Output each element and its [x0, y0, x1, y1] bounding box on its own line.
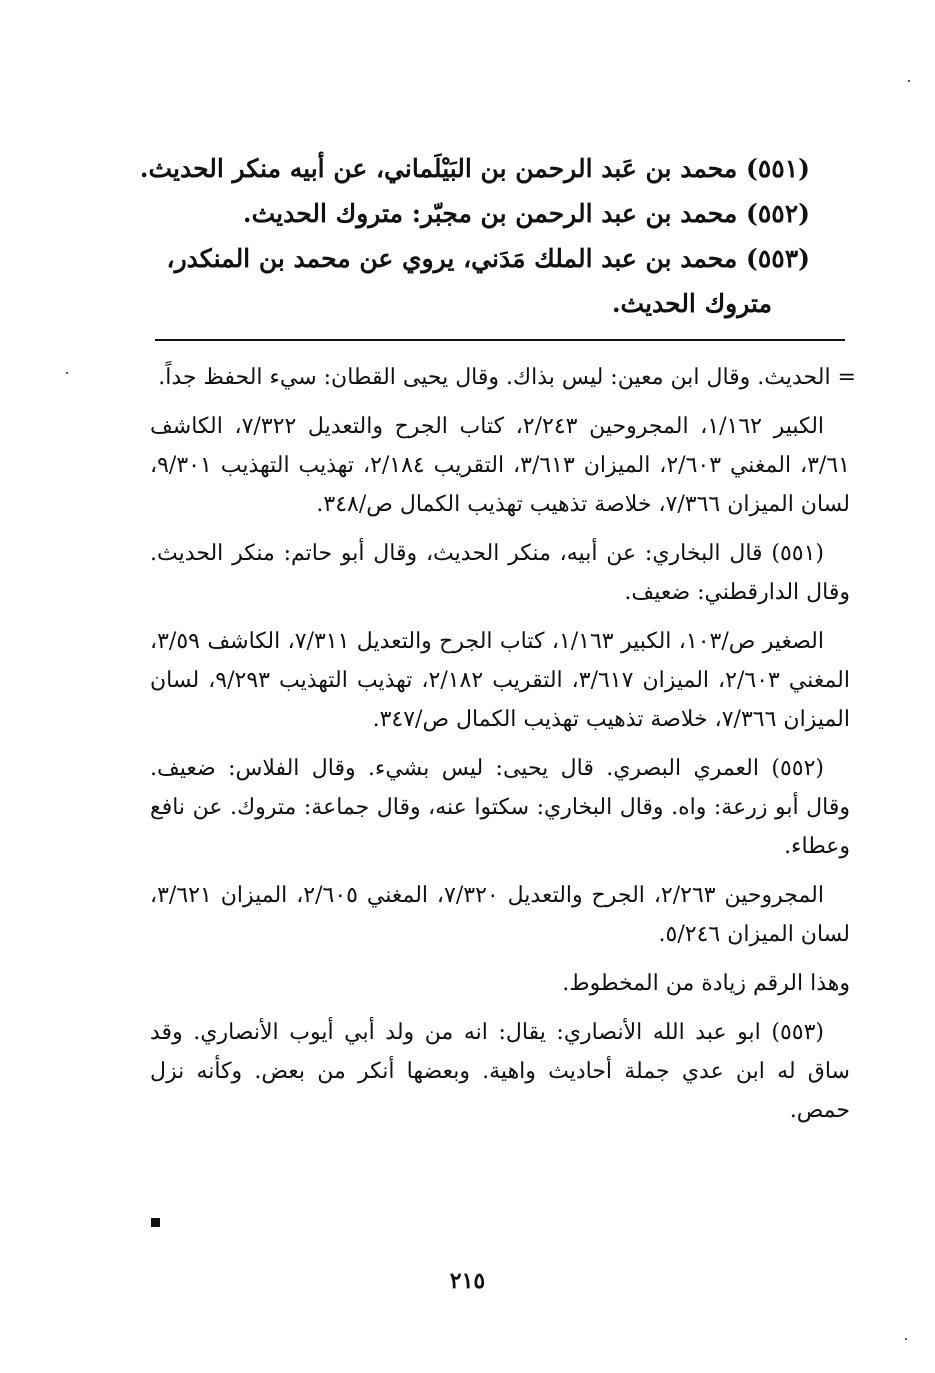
end-of-notes-mark: [151, 1218, 160, 1227]
footnote-552: (٥٥٢) العمري البصري. قال يحيى: ليس بشيء. وقال الفلاس: ضعيف. وقال أبو زرعة: واه. وقال البخاري: سكتوا عنه، وقال جماعة: متروك. عن نافع وعطاء.: [150, 756, 850, 859]
footnote-manuscript-note: وهذا الرقم زيادة من المخطوط.: [562, 971, 850, 996]
entry-553-text: (٥٥٣) محمد بن عبد الملك مَدَني، يروي عن محمد بن المنكدر،: [166, 244, 810, 273]
scan-speck: [905, 1338, 907, 1340]
entry-551-text: (٥٥١) محمد بن عَبد الرحمن بن البَيْلَماني، عن أبيه منكر الحديث.: [139, 154, 810, 183]
footnotes: [150, 358, 856, 1140]
entry-551: [120, 146, 810, 191]
footnote-551: (٥٥١) قال البخاري: عن أبيه، منكر الحديث، وقال أبو حاتم: منكر الحديث. وقال الدارقطني: ضعيف.: [150, 541, 850, 605]
entry-552-text: (٥٥٢) محمد بن عبد الرحمن بن مجبّر: متروك الحديث.: [242, 199, 810, 228]
entry-553: [120, 236, 810, 326]
page-number: ٢١٥: [449, 1268, 486, 1294]
scan-speck: [908, 80, 910, 82]
footnote-references: الكبير ١/١٦٢، المجروحين ٢/٢٤٣، كتاب الجرح والتعديل ٧/٣٢٢، الكاشف ٣/٦١، المغني ٢/٦٠٣، الميزان ٣/٦١٣، التقريب ٢/١٨٤، تهذيب التهذيب ٩/٣٠١، لسان الميزان ٧/٣٦٦، خلاصة تذهيب تهذيب الكمال ص/٣٤٨.: [150, 414, 850, 517]
footnote-carryover: = الحديث. وقال ابن معين: ليس بذاك. وقال يحيى القطان: سيء الحفظ جداً.: [158, 365, 856, 390]
footnote-553: (٥٥٣) ابو عبد الله الأنصاري: يقال: انه من ولد أبي أيوب الأنصاري. وقد ساق له ابن عدي جملة أحاديث واهية. وبعضها أنكر من بعض. وكأنه نزل حمص.: [150, 1020, 850, 1123]
scan-speck: [66, 372, 68, 374]
entry-552: [120, 191, 810, 236]
footnote-552-references: المجروحين ٢/٢٦٣، الجرح والتعديل ٧/٣٢٠، المغني ٢/٦٠٥، الميزان ٣/٦٢١، لسان الميزان ٥/٢٤٦.: [150, 883, 850, 947]
footnote-551-references: الصغير ص/١٠٣، الكبير ١/١٦٣، كتاب الجرح والتعديل ٧/٣١١، الكاشف ٣/٥٩، المغني ٢/٦٠٣، الميزان ٣/٦١٧، التقريب ٢/١٨٢، تهذيب التهذيب ٩/٢٩٣، لسان الميزان ٧/٣٦٦، خلاصة تذهيب تهذيب الكمال ص/٣٤٧.: [150, 629, 850, 732]
footnote-divider: [155, 339, 845, 341]
main-entries: [120, 146, 810, 326]
entry-553-continuation: متروك الحديث.: [611, 289, 772, 318]
